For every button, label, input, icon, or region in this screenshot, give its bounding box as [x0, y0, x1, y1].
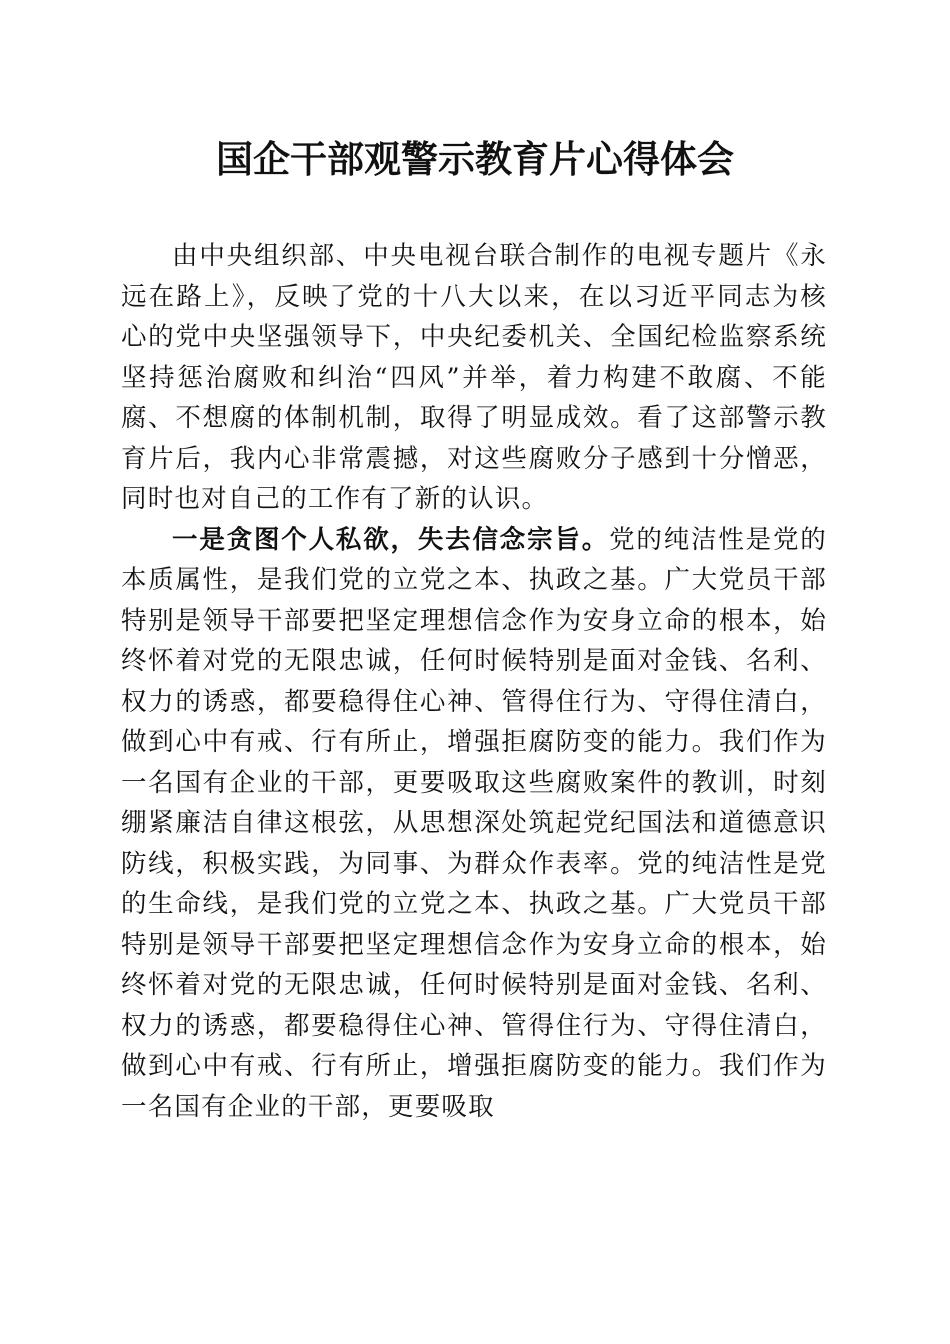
paragraph-intro: 由中央组织部、中央电视台联合制作的电视专题片《永远在路上》，反映了党的十八大以来，在以习近平同志为核心的党中央坚强领导下，中央纪委机关、全国纪检监察系统坚持惩治腐败和纠治“四风”并举，着力构建不敢腐、不能腐、不想腐的体制机制，取得了明显成效。看了这部警示教育片后，我内心非常震撼，对这些腐败分子感到十分憎恶，同时也对自己的工作有了新的认识。 [121, 241, 827, 514]
paragraph-text: 党的纯洁性是党的本质属性，是我们党的立党之本、执政之基。广大党员干部特别是领导干部要把坚定理想信念作为安身立命的根本，始终怀着对党的无限忠诚，任何时候特别是面对金钱、名利、权力的诱惑，都要稳得住心神、管得住行为、守得住清白，做到心中有戒、行有所止，增强拒腐防变的能力。我们作为一名国有企业的干部，更要吸取这些腐败案件的教训，时刻绷紧廉洁自律这根弦，从思想深处筑起党纪国法和道德意识防线，积极实践，为同事、为群众作表率。党的纯洁性是党的生命线，是我们党的立党之本、执政之基。广大党员干部特别是领导干部要把坚定理想信念作为安身立命的根本，始终怀着对党的无限忠诚，任何时候特别是面对金钱、名利、权力的诱惑，都要稳得住心神、管得住行为、守得住清白，做到心中有戒、行有所止，增强拒腐防变的能力。我们作为一名国有企业的干部，更要吸取 [121, 524, 827, 1122]
page-title: 国企干部观警示教育片心得体会 [216, 137, 734, 181]
document-body [121, 236, 827, 1127]
paragraph-point-one [121, 520, 827, 1128]
paragraph-lead: 一是贪图个人私欲，失去信念宗旨。 [172, 524, 610, 555]
